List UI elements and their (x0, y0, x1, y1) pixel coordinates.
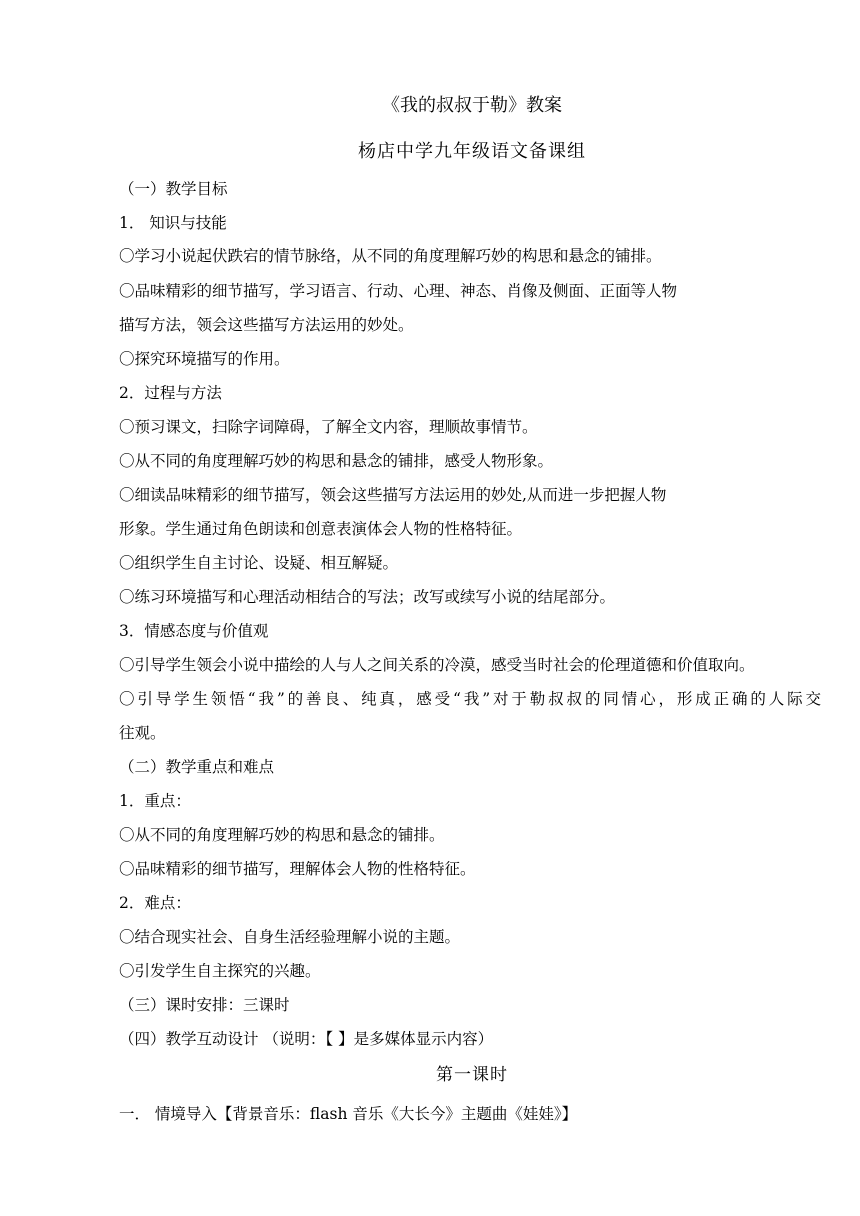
paragraph-line: 〇引导学生领悟“我”的善良、纯真，感受“我”对于勒叔叔的同情心，形成正确的人际交 (119, 690, 821, 708)
section-heading-interactive-design: （四）教学互动设计 （说明：【 】是多媒体显示内容） (119, 1030, 494, 1048)
paragraph-line: 〇引发学生自主探究的兴趣。 (119, 962, 321, 980)
paragraph-line: 往观。 (119, 724, 166, 742)
section-heading-key-points: （二）教学重点和难点 (119, 758, 275, 776)
paragraph-line: 〇从不同的角度理解巧妙的构思和悬念的铺排，感受人物形象。 (119, 452, 554, 470)
paragraph-line: 〇练习环境描写和心理活动相结合的写法；改写或续写小说的结尾部分。 (119, 588, 616, 606)
subheading-attitudes-values: 3．情感态度与价值观 (119, 622, 269, 640)
paragraph-line: 〇从不同的角度理解巧妙的构思和悬念的铺排。 (119, 826, 445, 844)
paragraph-line: 〇学习小说起伏跌宕的情节脉络，从不同的角度理解巧妙的构思和悬念的铺排。 (119, 247, 662, 265)
section-heading-schedule: （三）课时安排：三课时 (119, 996, 290, 1014)
paragraph-line: 〇预习课文，扫除字词障碍，了解全文内容，理顺故事情节。 (119, 418, 538, 436)
document-subtitle: 杨店中学九年级语文备课组 (358, 141, 586, 162)
paragraph-line: 〇组织学生自主讨论、设疑、相互解疑。 (119, 554, 399, 572)
paragraph-line: 〇品味精彩的细节描写，理解体会人物的性格特征。 (119, 860, 476, 878)
paragraph-line: 〇结合现实社会、自身生活经验理解小说的主题。 (119, 928, 461, 946)
paragraph-line: 〇品味精彩的细节描写，学习语言、行动、心理、神态、肖像及侧面、正面等人物 (119, 282, 678, 300)
subheading-knowledge-skills: 1． 知识与技能 (119, 214, 227, 232)
subheading-difficulty: 2．难点： (119, 894, 191, 912)
section-heading-objectives: （一）教学目标 (119, 180, 228, 198)
document-title: 《我的叔叔于勒》教案 (382, 95, 562, 116)
paragraph-line: 〇探究环境描写的作用。 (119, 350, 290, 368)
lesson-heading: 第一课时 (436, 1065, 508, 1085)
subheading-focus: 1．重点： (119, 792, 191, 810)
paragraph-line: 描写方法，领会这些描写方法运用的妙处。 (119, 316, 414, 334)
paragraph-line: 形象。学生通过角色朗读和创意表演体会人物的性格特征。 (119, 520, 523, 538)
paragraph-line: 〇细读品味精彩的细节描写，领会这些描写方法运用的妙处,从而进一步把握人物 (119, 486, 667, 504)
paragraph-line: 〇引导学生领会小说中描绘的人与人之间关系的冷漠，感受当时社会的伦理道德和价值取向。 (119, 656, 755, 674)
paragraph-line: 一． 情境导入【背景音乐：flash 音乐《大长今》主题曲《娃娃》】 (119, 1105, 578, 1123)
subheading-process-methods: 2．过程与方法 (119, 384, 222, 402)
